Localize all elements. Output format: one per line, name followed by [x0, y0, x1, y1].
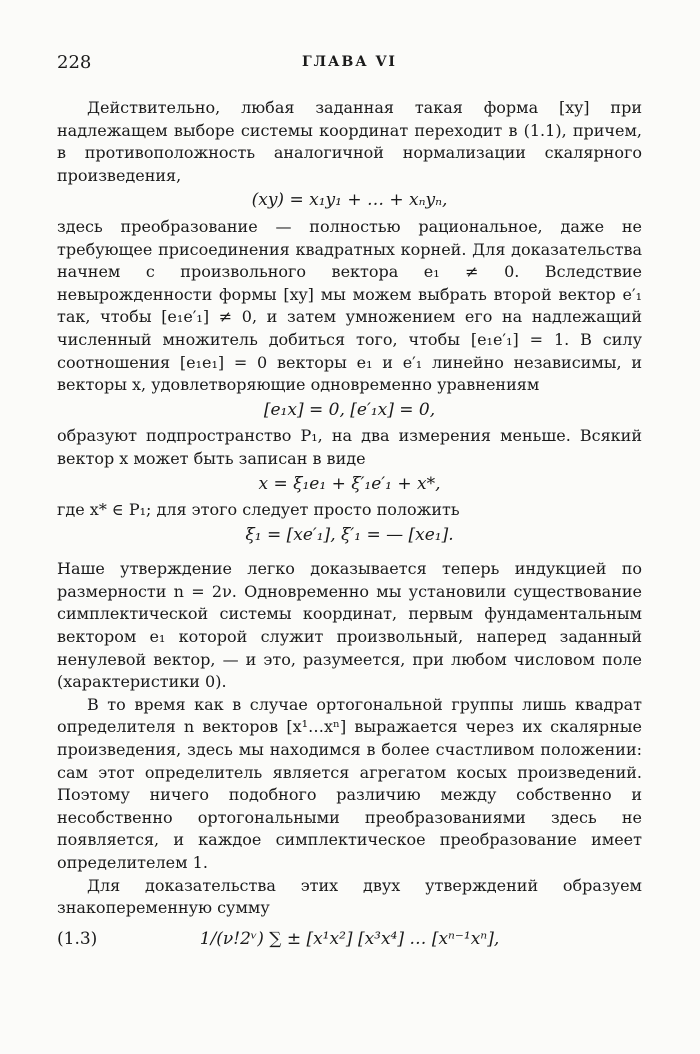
paragraph-6: В то время как в случае ортогональной группы лишь квадрат определителя n векторов [x¹…xⁿ] выражается через их скалярные произведения, здесь мы находимся в более счастливом положении: сам этот определитель является агрегатом косых произведений. Поэтому ничего подобного различию между собственно и несобственно ортогональными преобразованиями здесь не появляется, и каждое симплектическое преобразование имеет определителем 1. [57, 694, 642, 872]
page-header [57, 52, 642, 78]
formula-coefficients: ξ₁ = [xe′₁], ξ′₁ = — [xe₁]. [245, 524, 454, 545]
page-number: 228 [57, 52, 92, 73]
paragraph-1: Действительно, любая заданная такая форма [xy] при надлежащем выборе системы координат переходит в (1.1), причем, в противоположность аналогичной нормализации скалярного произведения, [57, 98, 642, 185]
formula-decomposition: x = ξ₁e₁ + ξ′₁e′₁ + x*, [258, 473, 441, 494]
formula-equations: [e₁x] = 0, [e′₁x] = 0, [263, 399, 436, 420]
equation-number: (1.3) [57, 928, 98, 949]
paragraph-3: образуют подпространство P₁, на два измерения меньше. Всякий вектор x может быть записан в виде [57, 426, 642, 468]
running-head: ГЛАВА VI [302, 54, 397, 70]
paragraph-2: здесь преобразование — полностью рациональное, даже не требующее присоединения квадратных корней. Для доказательства начнем с произвольного вектора e₁ ≠ 0. Вследствие невырожденности формы [xy] мы можем выбрать второй вектор e′₁ так, чтобы [e₁e′₁] ≠ 0, и затем умножением его на надлежащий численный множитель добиться того, чтобы [e₁e′₁] = 1. В силу соотношения [e₁e₁] = 0 векторы e₁ и e′₁ линейно независимы, и векторы x, удовлетворяющие одновременно уравнениям [57, 216, 642, 395]
paragraph-4: где x* ∈ P₁; для этого следует просто положить [57, 500, 460, 520]
paragraph-5: Наше утверждение легко доказывается теперь индукцией по размерности n = 2ν. Одновременно мы установили существование симплектической системы координат, первым фундаментальным вектором e₁ которой служит произвольный, наперед заданный ненулевой вектор, — и это, разумеется, при любом числовом поле (характеристики 0). [57, 559, 642, 692]
page-body [57, 97, 642, 950]
formula-alternating-sum [57, 928, 642, 951]
alternating-sum-expression: 1/(ν!2ᵛ) ∑ ± [x¹x²] [x³x⁴] … [xⁿ⁻¹xⁿ], [199, 928, 500, 949]
formula-scalar-product: (xy) = x₁y₁ + … + xₙyₙ, [251, 190, 448, 211]
paragraph-7: Для доказательства этих двух утверждений образуем знакопеременную сумму [57, 875, 642, 918]
